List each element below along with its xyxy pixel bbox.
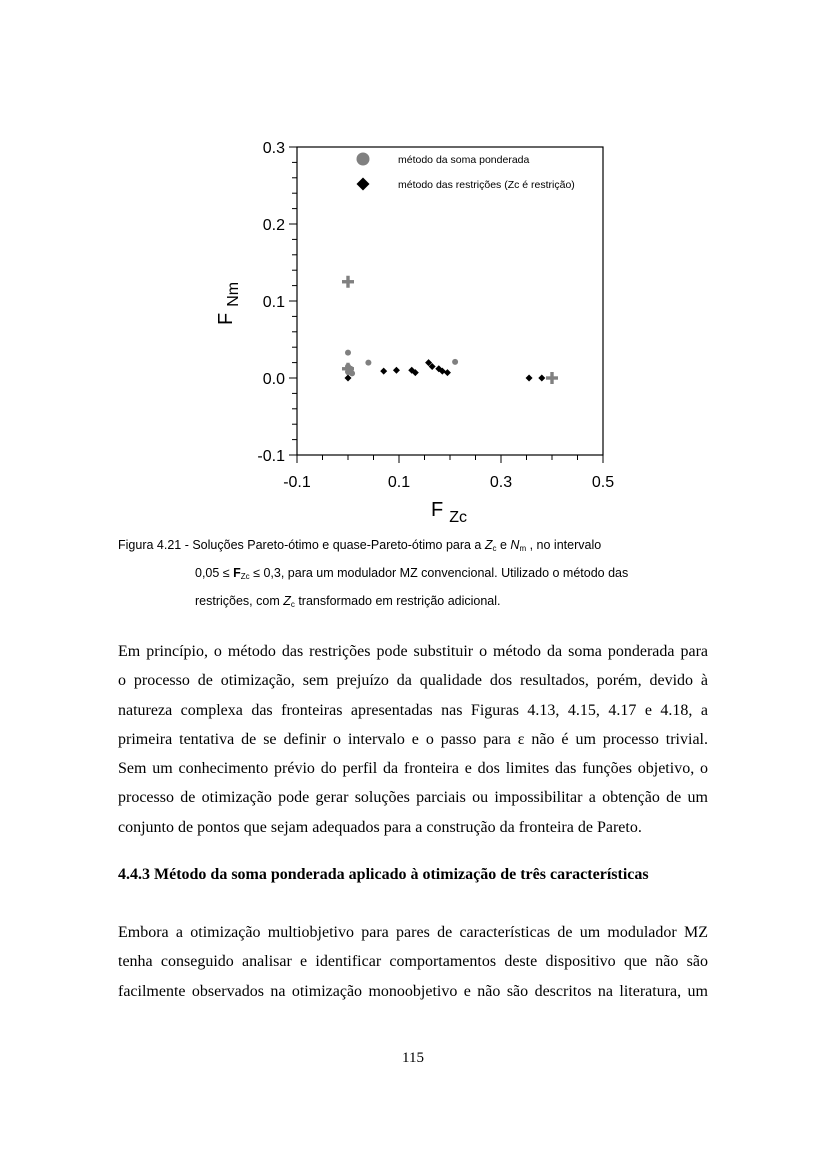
data-point-diamond — [380, 368, 387, 375]
paragraph-line: o processo de otimização, sem prejuízo da qualidade dos resultados, porém, devido à — [118, 672, 708, 690]
body-paragraph-1 — [118, 637, 708, 842]
axes-frame — [297, 147, 603, 455]
y-tick-label: 0.0 — [262, 371, 285, 388]
data-point-circle — [349, 370, 355, 376]
data-point-circle — [365, 360, 371, 366]
pareto-scatter-chart — [200, 120, 660, 540]
y-tick-label: 0.2 — [262, 217, 285, 234]
paragraph-line: facilmente observados na otimização monoobjetivo e não são descritos na literatura, um — [118, 982, 708, 1000]
plus-bar-v — [346, 276, 349, 288]
y-axis-label: $F_{Nm}$ — [215, 281, 242, 325]
data-point-circle — [452, 359, 458, 365]
figure-caption — [118, 533, 718, 617]
y-axis-label-sub: Nm — [225, 281, 242, 307]
legend-label: método da soma ponderada — [398, 154, 530, 166]
legend-marker-circle — [357, 153, 370, 166]
data-point-diamond — [538, 375, 545, 382]
caption-line-1: Figura 4.21 - Soluções Pareto-ótimo e quase-Pareto-ótimo para a $Z_c$ e $N_m$ , no intervalo — [118, 538, 602, 553]
x-axis-label: F $_{Zc}$ — [431, 499, 467, 526]
data-point-diamond — [393, 367, 400, 374]
caption-line-3: restrições, com $Z_c$ transformado em restrição adicional. — [195, 594, 501, 609]
legend-marker-diamond — [357, 178, 370, 191]
caption-label: Figura 4.21 — [118, 538, 182, 552]
paragraph-line: conjunto de pontos que sejam adequados para a construção da fronteira de Pareto. — [118, 818, 642, 836]
x-axis-label-sub: Zc — [449, 509, 467, 526]
tick-group — [257, 140, 614, 491]
paragraph-line: Embora a otimização multiobjetivo para pares de características de um modulador MZ — [118, 924, 708, 941]
plus-bar-v — [550, 372, 553, 384]
section-heading: 4.4.3 Método da soma ponderada aplicado à otimização de três características — [118, 866, 649, 883]
paragraph-line: tenha conseguido analisar e identificar comportamentos deste dispositivo que não são — [118, 953, 708, 971]
data-point-diamond — [444, 369, 451, 376]
paragraph-line: natureza complexa das fronteiras apresentadas nas Figuras 4.13, 4.15, 4.17 e 4.18, a — [118, 701, 708, 719]
plus-bar-v — [346, 363, 349, 375]
y-tick-label: 0.1 — [262, 294, 285, 311]
y-tick-label: 0.3 — [262, 140, 285, 157]
paragraph-line: Em princípio, o método das restrições pode substituir o método da soma ponderada para — [118, 643, 708, 660]
paragraph-line: processo de otimização pode gerar soluções parciais ou impossibilitar a obtenção de um — [118, 789, 708, 807]
chart-legend — [357, 153, 575, 192]
body-paragraph-2 — [118, 918, 708, 1006]
data-point-circle — [345, 350, 351, 356]
data-point-plus — [342, 276, 354, 288]
x-tick-label: 0.5 — [591, 474, 615, 491]
data-points — [342, 276, 558, 384]
caption-line-2: $0,05 \le F_{Zc} \le 0,3$, para um modulador MZ convencional. Utilizado o método das — [195, 566, 629, 581]
data-point-plus — [546, 372, 558, 384]
plot-frame — [297, 147, 603, 455]
paragraph-line: primeira tentativa de se definir o intervalo e o passo para ε não é um processo trivial. — [118, 730, 708, 748]
y-tick-label: -0.1 — [257, 448, 285, 465]
x-tick-label: 0.3 — [489, 474, 513, 491]
paragraph-line: Sem um conhecimento prévio do perfil da fronteira e dos limites das funções objetivo, o — [118, 760, 708, 778]
legend-label: método das restrições (Zc é restrição) — [398, 179, 575, 191]
x-tick-label: -0.1 — [283, 474, 311, 491]
data-point-diamond — [526, 375, 533, 382]
page-number: 115 — [402, 1050, 424, 1066]
x-tick-label: 0.1 — [387, 474, 411, 491]
axis-labels — [215, 282, 467, 526]
